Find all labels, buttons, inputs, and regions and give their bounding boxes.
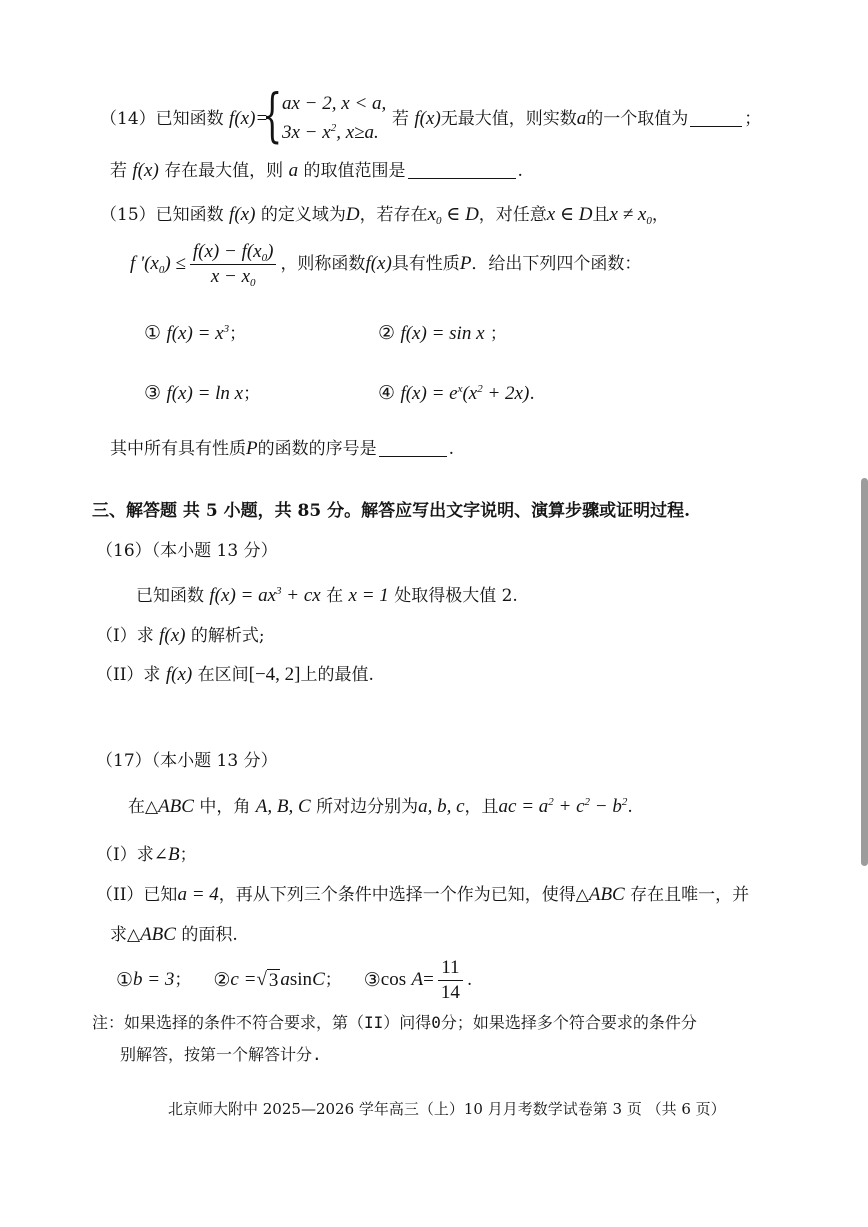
q15-answer-blank[interactable] [379,440,447,457]
note-line-2: 别解答，按第一个解答计分. [120,1045,322,1064]
q14-answer-blank-1[interactable] [690,110,742,127]
q16-part2: （II）求 f(x) 在区间[−4, 2]上的最值. [96,664,374,685]
q14-case2: $3x - x^2$, x≥a. [282,122,379,143]
section-3-heading: 三、解答题 共 5 小题，共 85 分。解答应写出文字说明、演算步骤或证明过程. [92,501,690,521]
q14-line1: （14）已知函数 f(x)= [100,108,269,129]
q17-part1: （I）求∠B； [96,844,197,865]
q17-conditions: ① b = 3 ； ② c = √ 3 a sin C ； ③ cos A = $\frac{11}{14}$ . [116,956,473,1003]
q14-label: （14） [100,109,156,129]
q15-option-1: ① $f(x) = x^3$； [144,322,247,344]
q14-answer-blank-2[interactable] [408,162,516,179]
q17-stem: 在△ABC 中，角 A, B, C 所对边分别为a, b, c，且ac = $a^2 + c^2 - b^2$. [128,796,633,817]
q15-line1: （15）已知函数 f(x) 的定义域为D，若存在$x_0$ ∈ D，对任意x ∈ D且$x \ne x_0$， [100,204,669,227]
q15-option-3: ③ f(x) = ln x； [144,382,261,404]
q14-condition: 若 f(x)无最大值，则实数a的一个取值为 ； [392,108,762,129]
note-line-1: 注：如果选择的条件不符合要求，第（II）问得0分；如果选择多个符合要求的条件分 [92,1013,697,1032]
q14-line2: 若 f(x) 存在最大值，则 a 的取值范围是 . [110,160,523,181]
scrollbar[interactable] [861,478,868,866]
q17-part2: （II）已知a = 4，再从下列三个条件中选择一个作为已知，使得△ABC 存在且唯一，并 [96,884,750,905]
q15-option-4: ④ $f(x) = e^x(x^2 + 2x)$. [378,382,535,404]
q15-final: 其中所有具有性质P的函数的序号是 . [110,438,455,459]
page-footer: 北京师大附中 2025—2026 学年高三（上）10 月月考数学试卷第 3 页 （共 6 页） [168,1100,726,1118]
q15-fraction: $\frac{f(x) - f(x_0)}{x - x_0}$ [190,241,277,288]
q17-part2-line2: 求△ABC 的面积. [110,924,238,945]
q16-stem: 已知函数 $f(x) = ax^3$ + cx 在 x = 1 处取得极大值 2. [136,585,518,606]
q17-cos-fraction: $\frac{11}{14}$ [438,957,463,1004]
q16-part1: （I）求 f(x) 的解析式; [96,625,265,646]
q14-brace: { [262,81,283,149]
q15-definition: f '$(x_0)$ ≤ $\frac{f(x) - f(x_0)}{x - x_0}$ ，则称函数 f(x) 具有性质 P ．给出下列四个函数： [130,240,642,289]
q16-heading: （16）（本小题 13 分） [96,541,278,561]
q15-label: （15） [100,205,156,225]
q14-case1: ax − 2, x < a, [282,93,387,114]
q15-option-2: ② f(x) = sin x ； [378,322,507,344]
q17-heading: （17）（本小题 13 分） [96,751,278,771]
